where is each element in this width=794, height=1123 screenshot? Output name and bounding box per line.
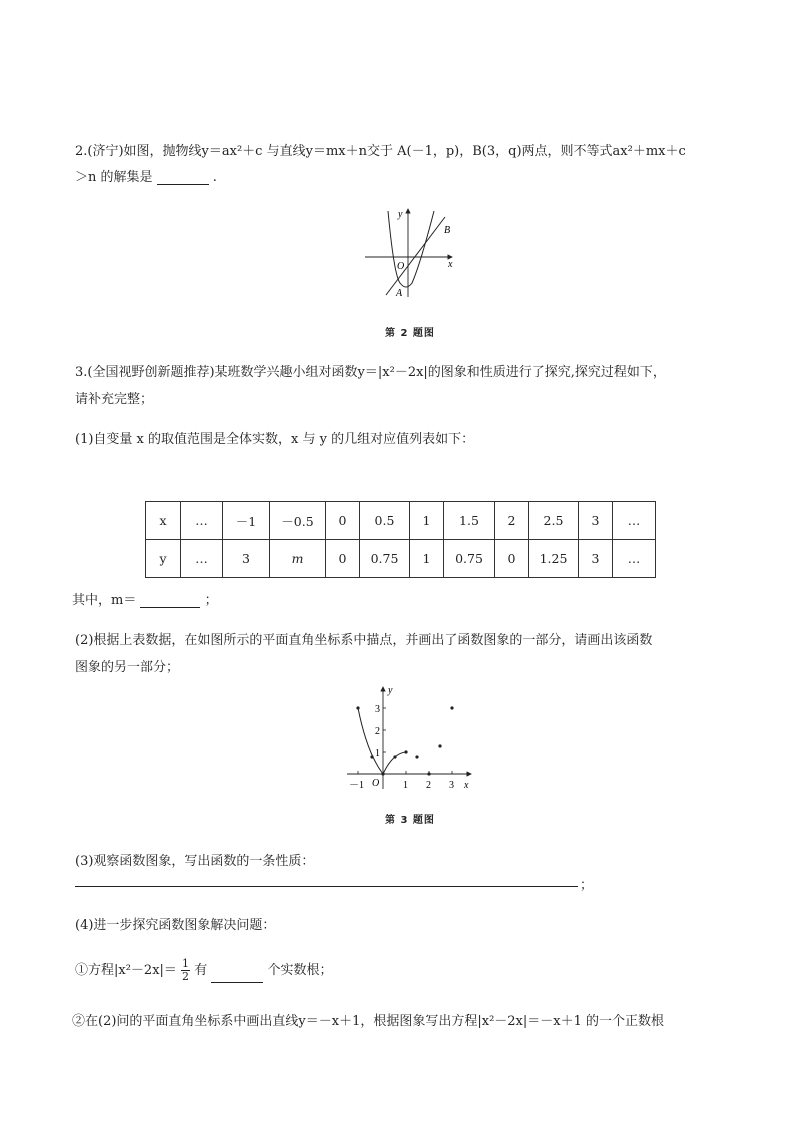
q3-part3-end: ； [580, 878, 594, 893]
q3-m-label: 其中，m＝ [72, 593, 137, 608]
q3-point [438, 744, 441, 747]
table-cell: 3 [223, 540, 270, 578]
q2-line1: 2.(济宁)如图，抛物线y＝ax²＋c 与直线y＝mx＋n交于 A(－1，p)，B(3，q)两点，则不等式ax²＋mx＋c [75, 144, 686, 159]
table-cell: 1.5 [444, 502, 495, 540]
q3-y-tick: 2 [375, 726, 380, 737]
q2-caption: 第 2 题图 [385, 328, 435, 339]
q3-caption: 第 3 题图 [385, 815, 435, 826]
q3-x-tick: 3 [449, 780, 454, 791]
q3-m-line [72, 589, 218, 608]
table-cell: 0.5 [360, 502, 410, 540]
q3-figure [345, 683, 475, 793]
q3-part1: (1)自变量 x 的取值范围是全体实数，x 与 y 的几组对应值列表如下： [75, 432, 475, 447]
q2-x-label: x [448, 259, 453, 270]
q2-parabola [388, 211, 434, 287]
q3-point [415, 755, 418, 758]
q3-point [427, 772, 430, 775]
q3-curve-right [383, 752, 406, 774]
q3-point [404, 750, 407, 753]
table-cell: 0 [326, 540, 360, 578]
table-row-x [146, 502, 656, 540]
q3-part4-item1-end: 个实数根； [267, 963, 333, 978]
table-cell-m: m [270, 540, 326, 578]
q2-y-label: y [398, 209, 403, 220]
q3-y-tick: 1 [375, 748, 380, 759]
q2-point-a-label: A [396, 288, 403, 299]
q3-part4-item1-mid: 有 [194, 963, 208, 978]
table-cell: 1 [410, 502, 444, 540]
q2-line2 [75, 166, 217, 185]
table-cell: … [613, 540, 656, 578]
q3-point [356, 706, 359, 709]
q3-m-end: ； [204, 593, 218, 608]
q3-origin-label: O [372, 778, 380, 789]
table-cell: 2.5 [529, 502, 579, 540]
table-cell: 2 [495, 502, 529, 540]
q2-answer-blank[interactable] [157, 170, 209, 185]
q3-part3-answer-line[interactable] [75, 874, 578, 887]
table-cell: … [613, 502, 656, 540]
table-cell: 1 [410, 540, 444, 578]
q3-y-tick: 3 [375, 704, 380, 715]
q3-part3: (3)观察函数图象，写出函数的一条性质： [75, 854, 315, 869]
q3-part2-line2: 图象的另一部分； [75, 660, 180, 675]
fraction-numerator: 1 [182, 957, 190, 970]
table-cell: 0 [495, 540, 529, 578]
q3-intro-line2: 请补充完整； [75, 392, 154, 407]
table-cell: … [181, 540, 223, 578]
q3-y-label: y [388, 685, 393, 696]
m-answer-blank[interactable] [140, 593, 200, 608]
roots-count-blank[interactable] [211, 968, 263, 983]
q3-x-label: x [464, 780, 469, 791]
table-cell: 3 [579, 540, 613, 578]
table-cell: 0.75 [444, 540, 495, 578]
q2-line [386, 217, 445, 295]
table-cell: －1 [223, 502, 270, 540]
q2-origin-label: O [397, 261, 405, 272]
table-cell: x [146, 502, 181, 540]
q2-line2-text: ＞n 的解集是 [75, 170, 153, 185]
table-cell: y [146, 540, 181, 578]
q2-line2-end: . [212, 170, 217, 185]
q3-x-tick: 1 [403, 780, 408, 791]
table-cell: 0 [326, 502, 360, 540]
q3-part2-line1: (2)根据上表数据，在如图所示的平面直角坐标系中描点，并画出了函数图象的一部分，请画出该函数 [75, 633, 653, 648]
value-table [145, 501, 656, 578]
table-row-y [146, 540, 656, 578]
table-cell: … [181, 502, 223, 540]
q3-intro-line1: 3.(全国视野创新题推荐)某班数学兴趣小组对函数y＝|x²－2x|的图象和性质进行了探究,探究过程如下， [75, 365, 666, 380]
table-cell: －0.5 [270, 502, 326, 540]
q3-x-tick: 2 [426, 780, 431, 791]
q3-x-tick: －1 [349, 780, 364, 791]
table-cell: 0.75 [360, 540, 410, 578]
q3-part4-item1-text: ①方程|x²－2x|＝ [75, 963, 177, 978]
q3-point [393, 755, 396, 758]
q3-point [381, 772, 384, 775]
q3-part4-item1 [75, 958, 333, 983]
fraction-half [181, 958, 190, 983]
q3-curve-left [358, 708, 383, 774]
fraction-denominator: 2 [182, 970, 190, 983]
table-cell: 3 [579, 502, 613, 540]
q3-point [450, 706, 453, 709]
q3-part4: (4)进一步探究函数图象解决问题： [75, 918, 276, 933]
table-cell: 1.25 [529, 540, 579, 578]
q3-point [370, 755, 373, 758]
q3-part4-item2: ②在(2)问的平面直角坐标系中画出直线y＝－x＋1，根据图象写出方程|x²－2x|＝－x＋1 的一个正数根 [72, 1014, 665, 1029]
q2-point-b-label: B [444, 225, 451, 236]
q2-figure [360, 205, 470, 300]
